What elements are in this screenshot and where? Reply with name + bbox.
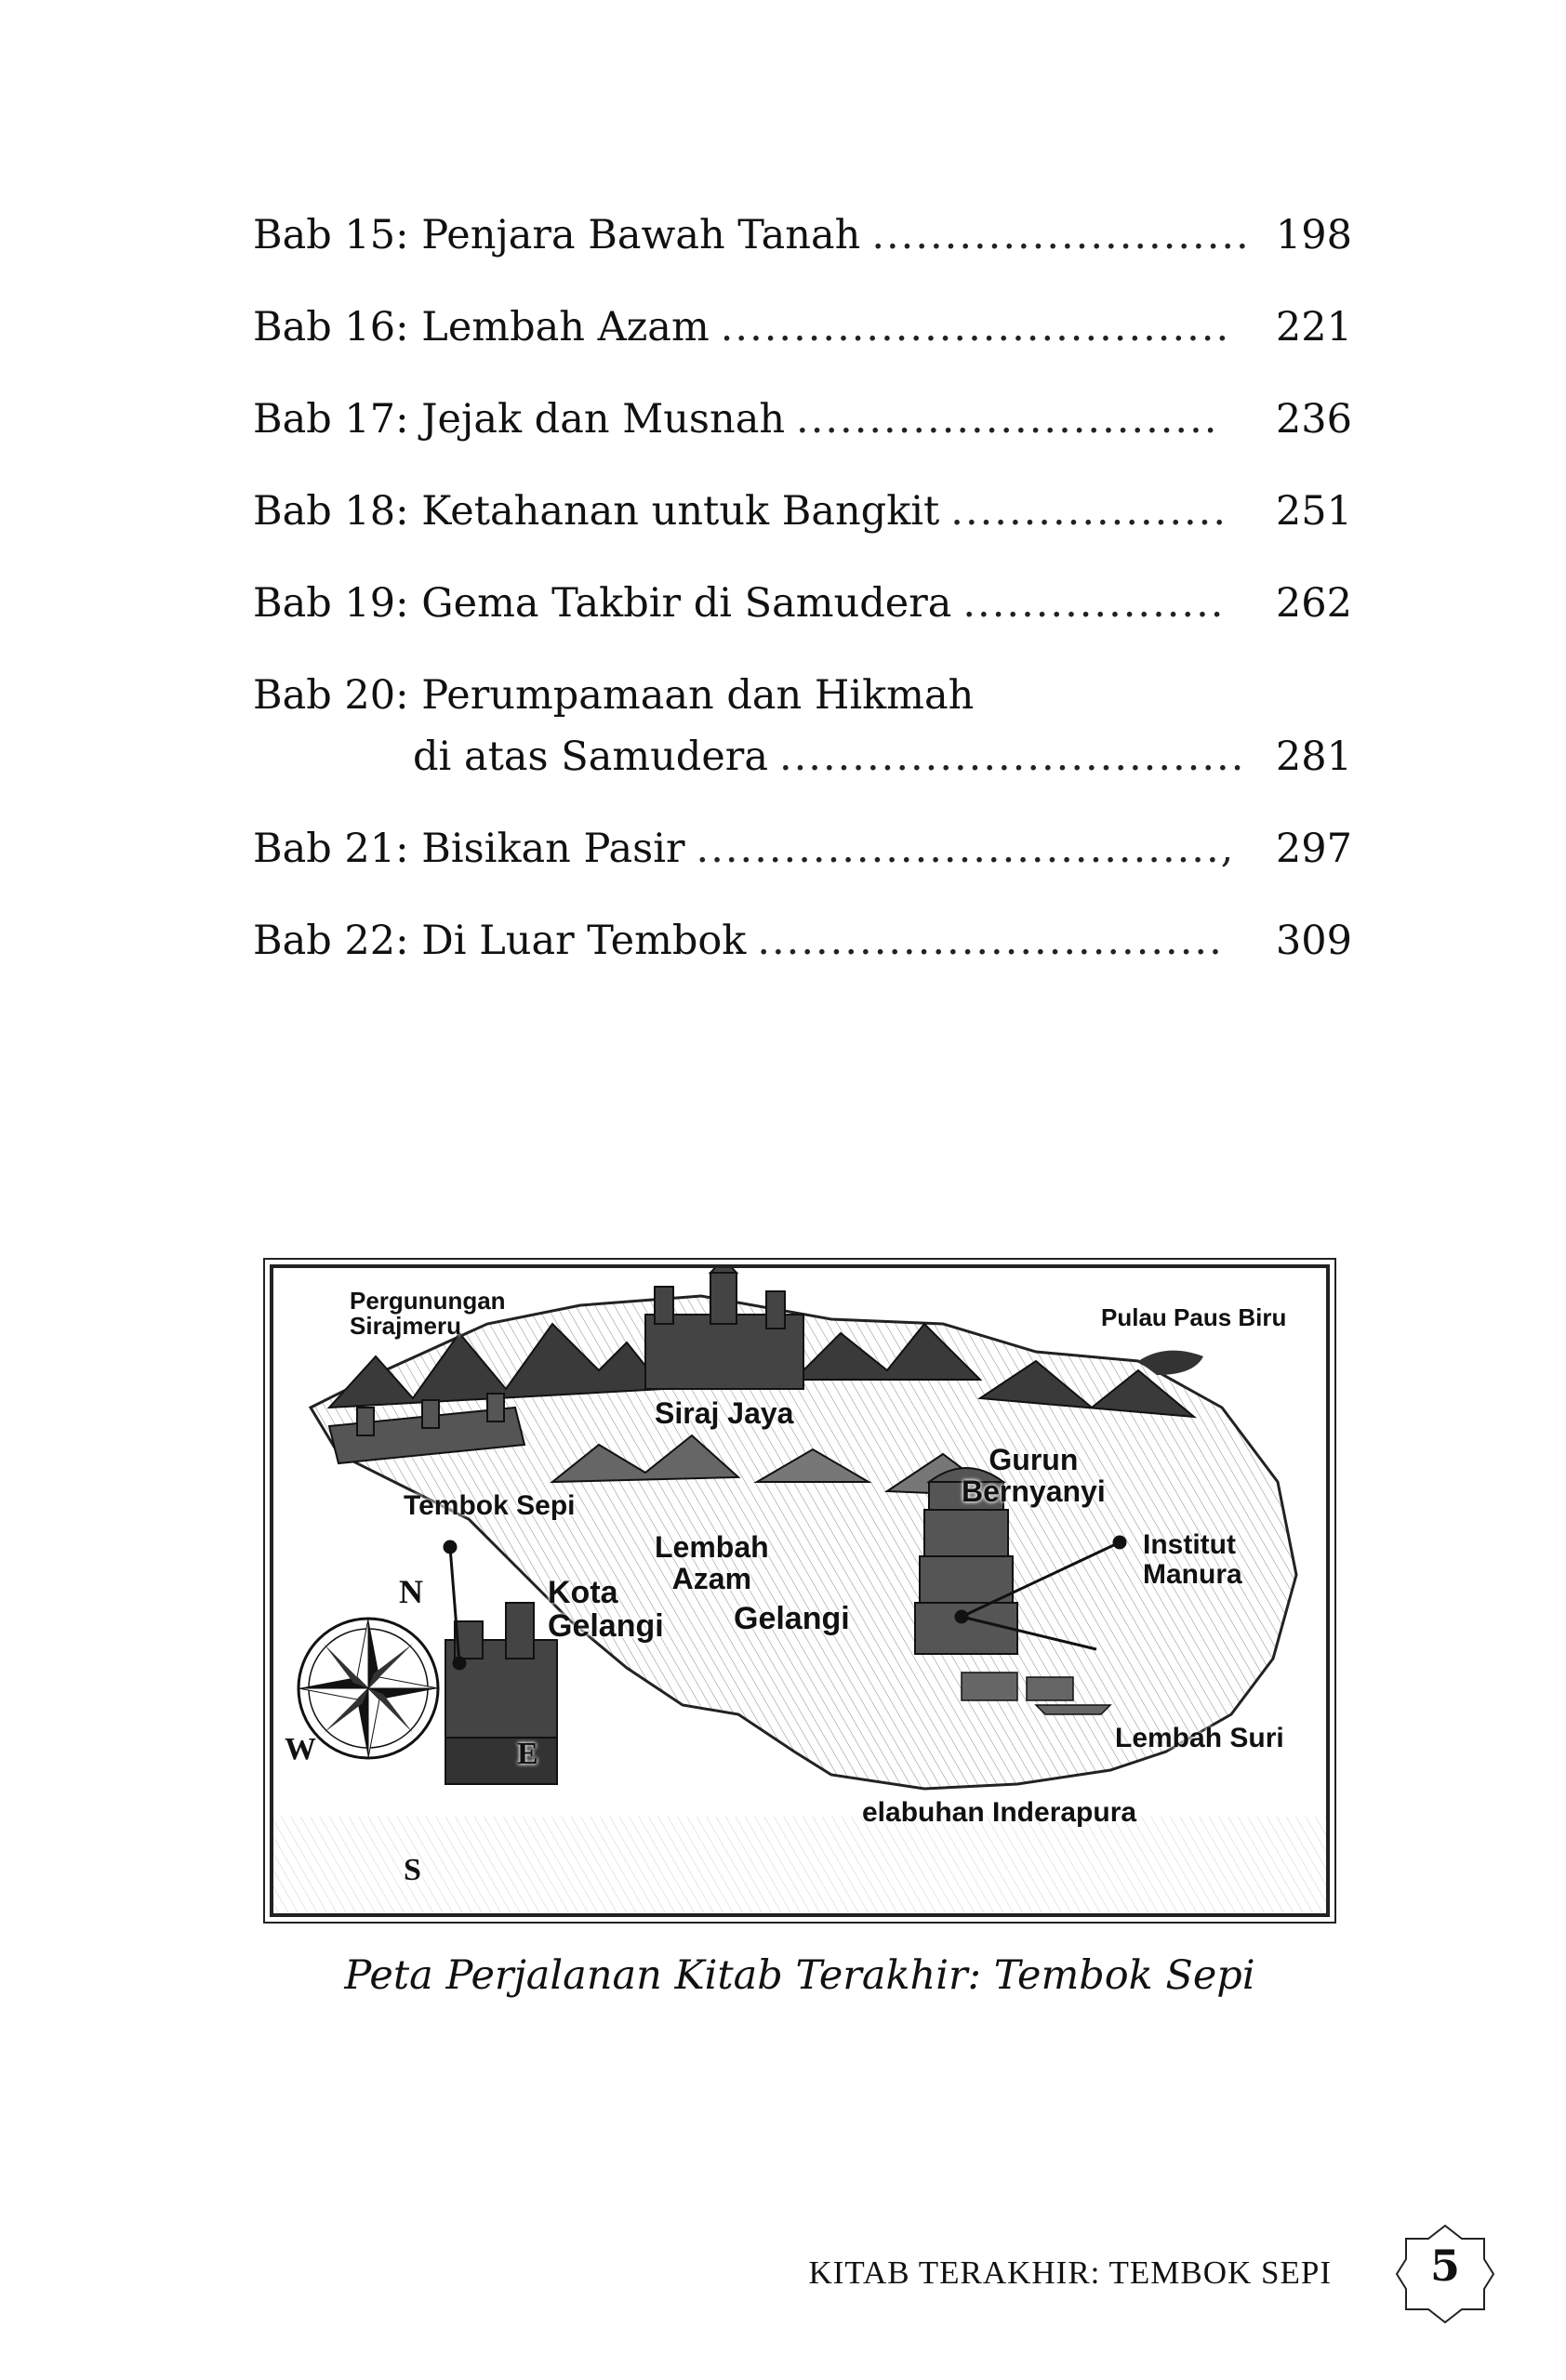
map-label-pulau: Pulau Paus Biru [1101,1303,1287,1331]
toc-page-number: 309 [1275,918,1352,964]
map-label-lembah-suri: Lembah Suri [1115,1723,1284,1753]
toc-entry[interactable] [253,573,1352,634]
toc-entry-label-continued: di atas Samudera [413,734,768,780]
toc-leader-dots: ............................. [796,396,1219,443]
toc-leader-dots: .................. [962,580,1226,627]
toc-page-number: 262 [1275,580,1352,627]
running-footer-title: KITAB TERAKHIR: TEMBOK SEPI [808,2254,1332,2291]
toc-page-number: 221 [1275,304,1352,350]
toc-page-number: 236 [1275,396,1352,443]
toc-leader-dots: ...................................., [696,826,1236,872]
map-label-gelangi: Gelangi [734,1601,850,1636]
map-label-pergunungan: Pergunungan Sirajmeru [350,1287,506,1341]
toc-entry[interactable] [253,818,1352,879]
toc-leader-dots: ................................ [778,734,1246,780]
toc-leader-dots: ................... [950,488,1228,535]
toc-entry-label: Bab 17: Jejak dan Musnah [253,396,786,443]
toc-entry-label: Bab 20: Perumpamaan dan Hikmah [253,672,975,719]
toc-entry[interactable] [253,665,1352,787]
toc-entry[interactable] [253,297,1352,358]
map-label-kota: Kota Gelangi [548,1575,664,1644]
toc-entry[interactable] [253,910,1352,972]
toc-entry-label: Bab 21: Bisikan Pasir [253,826,685,872]
table-of-contents [253,205,1352,1002]
toc-entry-label: Bab 15: Penjara Bawah Tanah [253,212,861,258]
toc-page-number: 297 [1275,826,1352,872]
map-label-pelabuhan: elabuhan Inderapura [862,1797,1137,1828]
toc-leader-dots: ................................ [757,918,1224,964]
toc-entry-label: Bab 19: Gema Takbir di Samudera [253,580,952,627]
map-label-institut: Institut Manura [1143,1529,1242,1590]
map-label-tembok: Tembok Sepi [404,1490,576,1521]
map-label-lembah-azam: Lembah Azam [655,1530,769,1595]
toc-page-number: 281 [1275,734,1352,780]
compass-west: W [285,1732,316,1766]
compass-north: N [399,1573,423,1610]
toc-entry[interactable] [253,389,1352,450]
toc-entry-label: Bab 16: Lembah Azam [253,304,710,350]
toc-leader-dots: .......................... [871,212,1251,258]
toc-entry-label: Bab 18: Ketahanan untuk Bangkit [253,488,940,535]
map-illustration [273,1268,1326,1913]
toc-entry-label: Bab 22: Di Luar Tembok [253,918,747,964]
toc-page-number: 251 [1275,488,1352,535]
map-label-gurun: Gurun Bernyanyi [962,1443,1106,1508]
toc-entry[interactable] [253,205,1352,266]
toc-entry[interactable] [253,481,1352,542]
journey-map [270,1264,1330,1917]
compass-rose [299,1619,438,1758]
compass-east: E [517,1737,538,1771]
page-number: 5 [1429,2241,1460,2291]
city-kota-gelangi [445,1603,557,1784]
toc-page-number: 198 [1275,212,1352,258]
toc-leader-dots: ................................... [720,304,1231,350]
map-label-siraj: Siraj Jaya [655,1396,794,1430]
compass-south: S [404,1853,421,1887]
castle-siraj-jaya [645,1268,803,1389]
map-caption: Peta Perjalanan Kitab Terakhir: Tembok Sepi [344,1952,1255,1999]
